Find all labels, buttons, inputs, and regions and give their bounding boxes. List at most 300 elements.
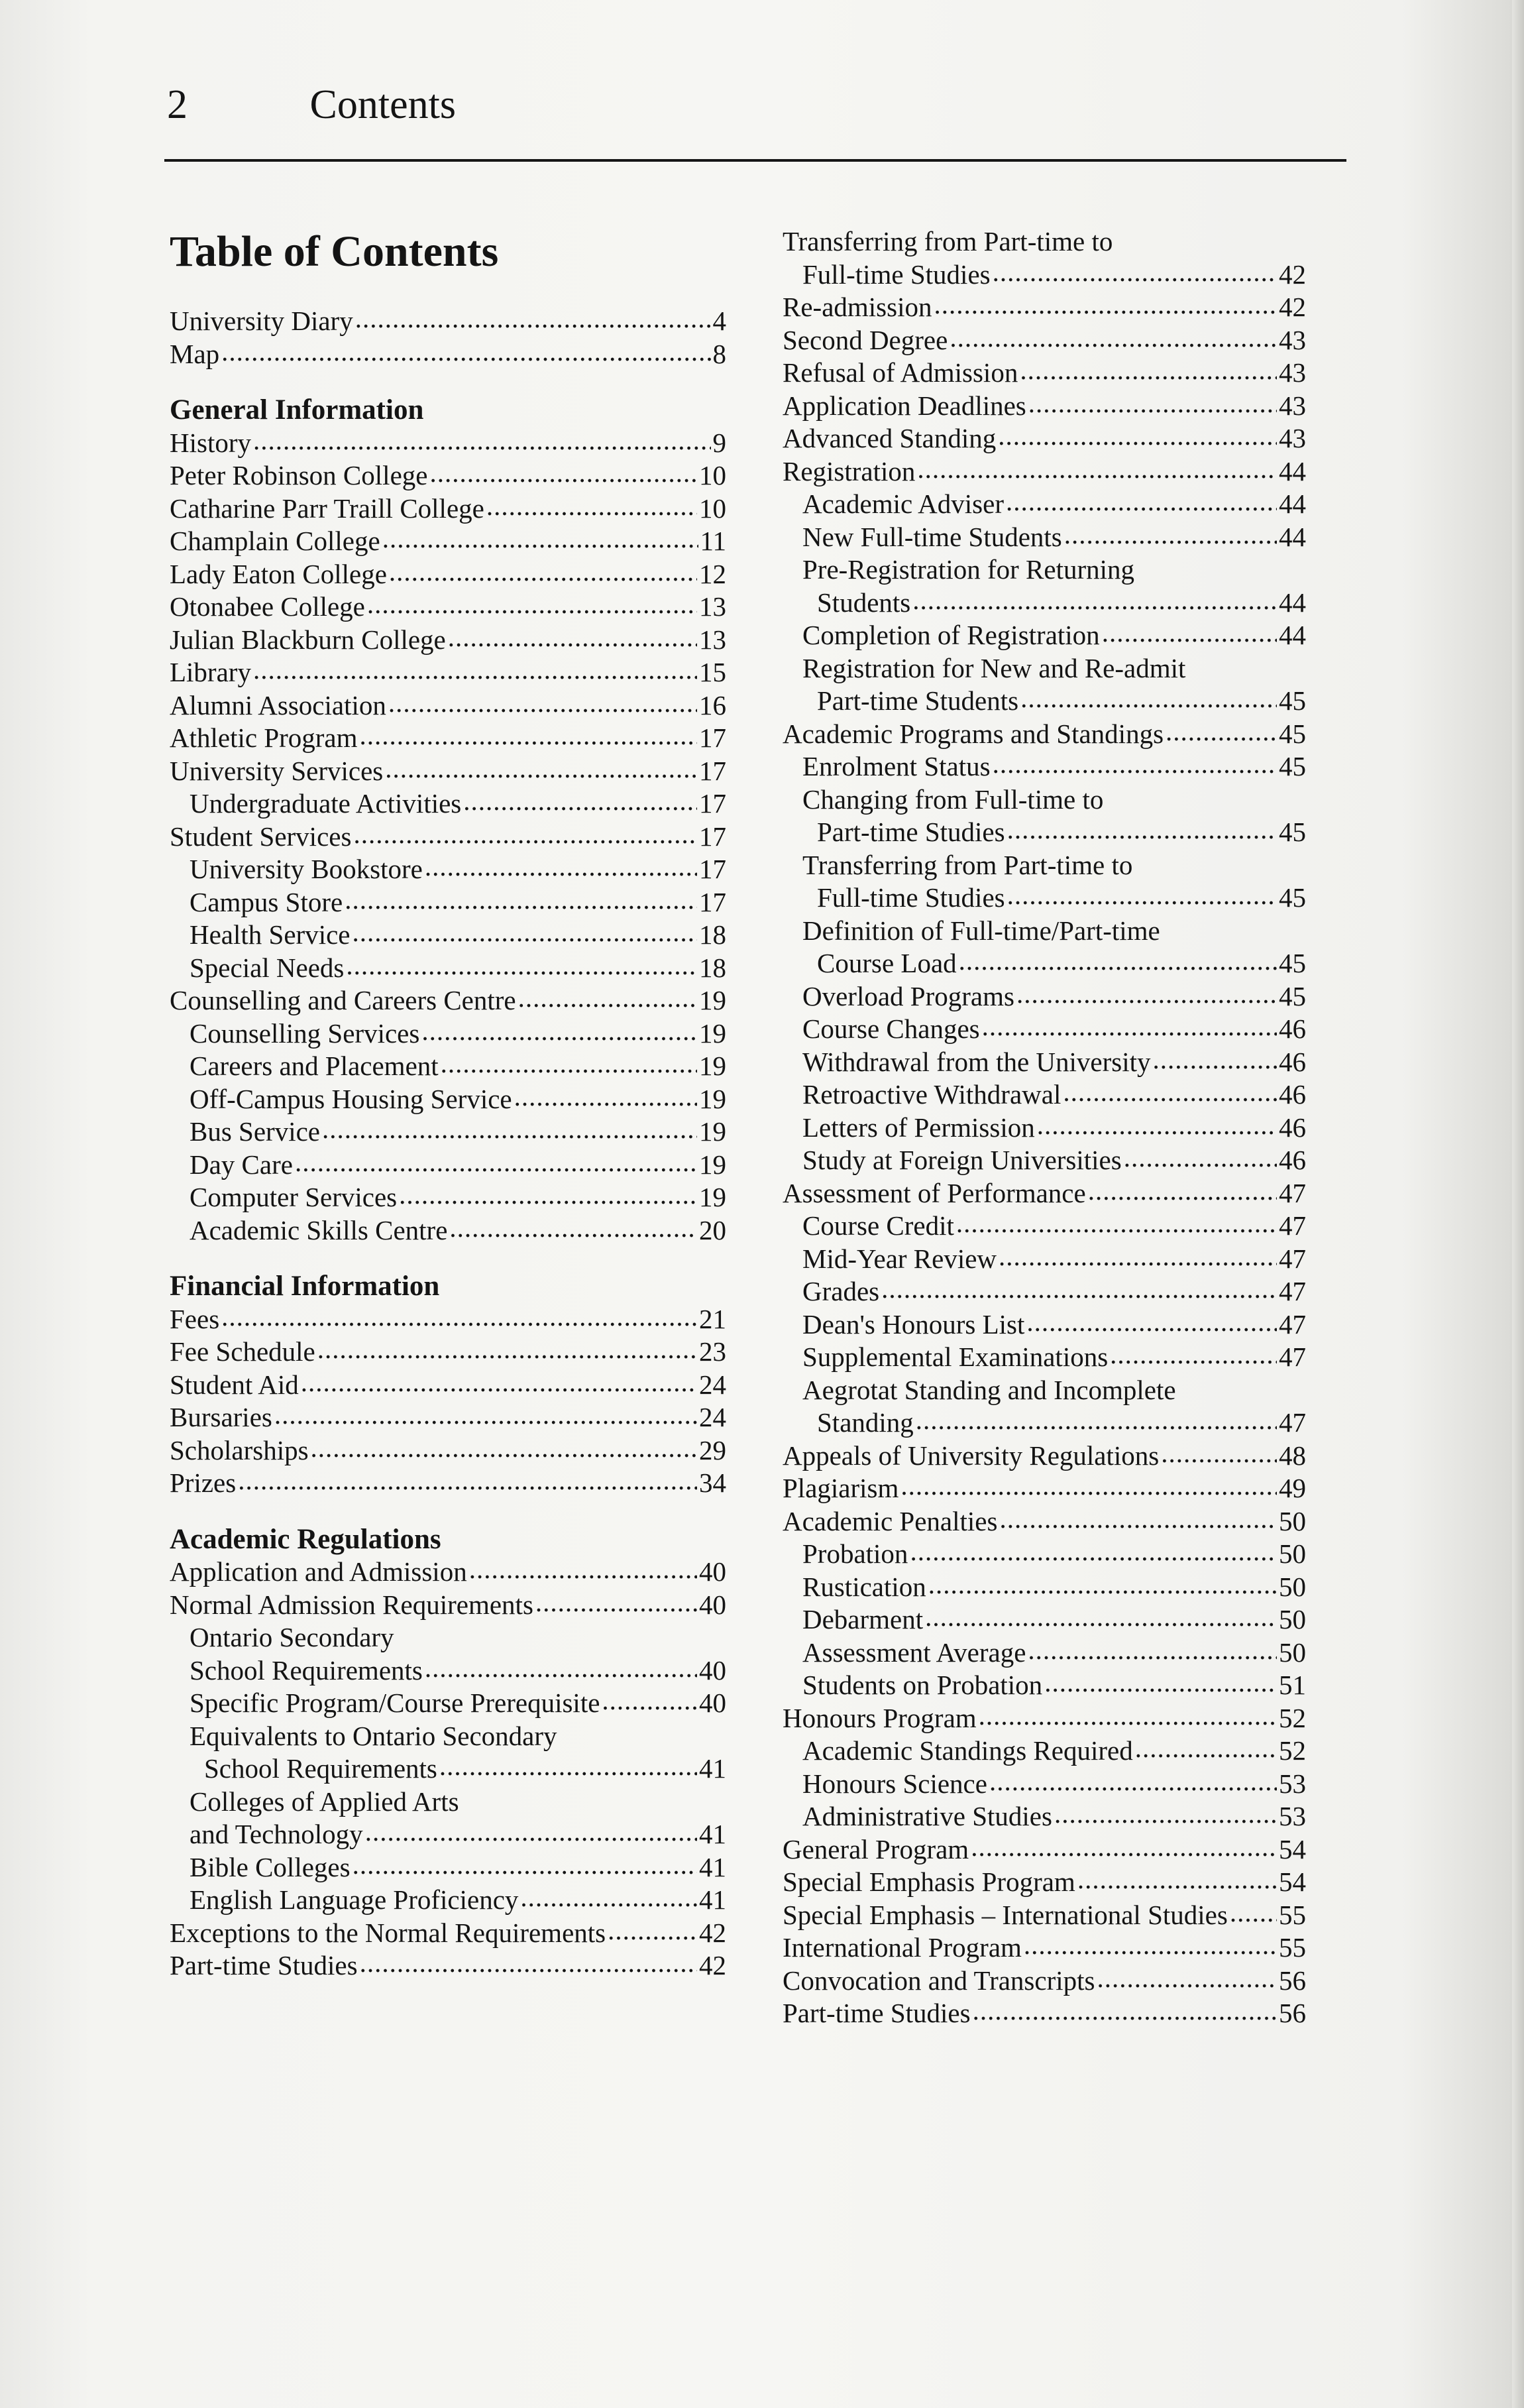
dot-leader [295, 1146, 697, 1179]
toc-entry-label: Supplemental Examinations [802, 1342, 1109, 1372]
dot-leader [1020, 354, 1277, 387]
toc-entry [170, 886, 726, 919]
toc-entry [783, 291, 1306, 324]
dot-leader [1088, 1175, 1277, 1208]
toc-entry [170, 984, 726, 1017]
toc-entry [783, 1177, 1306, 1210]
toc-entry-label: Grades [802, 1276, 880, 1306]
dot-leader [399, 1178, 697, 1212]
toc-entry-label: Refusal of Admission [783, 357, 1018, 388]
toc-entry [170, 689, 726, 722]
toc-entry-page: 47 [1279, 1210, 1306, 1241]
toc-entry-label: Computer Services [190, 1182, 398, 1212]
toc-entry-label: Peter Robinson College [170, 460, 428, 490]
toc-entry-page: 13 [699, 624, 726, 655]
toc-entry-page: 42 [1279, 258, 1306, 290]
toc-entry-label: Exceptions to the Normal Requirements [170, 1917, 606, 1948]
toc-entry [783, 980, 1306, 1013]
toc-entry [783, 718, 1306, 751]
toc-entry-label: Scholarships [170, 1434, 309, 1465]
toc-entry-page: 13 [699, 591, 726, 622]
toc-entry-label: International Program [783, 1932, 1022, 1963]
toc-right-column [783, 225, 1306, 2030]
dot-leader [360, 1947, 697, 1980]
toc-entry-label: Special Emphasis – International Studies [783, 1899, 1228, 1930]
dot-leader [463, 785, 697, 818]
toc-entry [170, 1083, 726, 1116]
toc-entry [170, 1917, 726, 1950]
toc-entry [170, 624, 726, 657]
dot-leader [917, 453, 1277, 486]
toc-entry-text: Ontario Secondary [190, 1622, 394, 1652]
toc-entry [783, 882, 1306, 915]
toc-entry-label: Part-time Studies [817, 817, 1005, 847]
dot-leader [1166, 715, 1277, 748]
toc-entry-page: 43 [1279, 423, 1306, 453]
toc-entry [783, 488, 1306, 521]
toc-entry-page: 50 [1279, 1604, 1306, 1634]
dot-leader [514, 1080, 697, 1114]
toc-entry-page: 56 [1279, 1965, 1306, 1996]
toc-entry-page: 45 [1279, 817, 1306, 847]
toc-entry [170, 1149, 726, 1182]
toc-entry-page: 45 [1279, 882, 1306, 913]
dot-leader [301, 1366, 697, 1399]
toc-entry-page: 18 [699, 952, 726, 983]
dot-leader [486, 490, 697, 523]
dot-leader [311, 1432, 697, 1465]
toc-entry [170, 427, 726, 460]
toc-entry-label: Off-Campus Housing Service [190, 1083, 512, 1114]
dot-leader [352, 916, 697, 949]
toc-entry-label: Day Care [190, 1149, 293, 1180]
toc-entry-label: Course Credit [802, 1210, 954, 1241]
toc-entry-label: Full-time Studies [817, 882, 1005, 913]
page-edge-shadow [1512, 0, 1524, 2408]
toc-entry-label: Assessment Average [802, 1636, 1026, 1668]
toc-entry [783, 1636, 1306, 1670]
toc-entry-page: 29 [699, 1434, 726, 1465]
toc-entry [170, 492, 726, 526]
toc-entry-label: Map [170, 338, 220, 369]
toc-entry [783, 1931, 1306, 1965]
toc-entry-label: Part-time Students [817, 685, 1019, 716]
toc-entry-label: Re-admission [783, 292, 932, 322]
toc-entry-label: Full-time Studies [802, 258, 991, 290]
dot-leader [979, 1699, 1277, 1733]
section-heading: Academic Regulations [170, 1523, 441, 1555]
toc-entry-text: Colleges of Applied Arts [190, 1786, 459, 1817]
dot-leader [382, 522, 698, 555]
toc-entry-label: Catharine Parr Traill College [170, 492, 484, 524]
toc-entry-page: 46 [1279, 1079, 1306, 1110]
dot-leader [934, 288, 1277, 321]
toc-entry-page: 40 [699, 1556, 726, 1587]
toc-entry-page: 15 [699, 657, 726, 687]
header-rule [164, 159, 1346, 162]
toc-entry-page: 50 [1279, 1636, 1306, 1668]
toc-entry-page: 41 [699, 1753, 726, 1784]
toc-entry-label: Study at Foreign Universities [802, 1145, 1122, 1175]
toc-entry [170, 1949, 726, 1982]
toc-entry-page: 11 [700, 526, 726, 556]
dot-leader [322, 1113, 697, 1146]
toc-entry [170, 1336, 726, 1369]
toc-entry-label: Honours Program [783, 1702, 977, 1733]
toc-entry-page: 46 [1279, 1013, 1306, 1044]
dot-leader [1063, 1076, 1277, 1109]
toc-entry-label: Debarment [802, 1604, 924, 1634]
toc-entry [170, 1752, 726, 1786]
toc-entry [170, 1687, 726, 1720]
toc-entry-page: 19 [699, 1083, 726, 1114]
toc-entry [783, 1866, 1306, 1899]
dot-leader [1153, 1043, 1277, 1076]
dot-leader [1161, 1437, 1277, 1470]
toc-entry-label: English Language Proficiency [190, 1884, 519, 1915]
dot-leader [1054, 1798, 1277, 1831]
toc-entry [783, 587, 1306, 620]
toc-entry-page: 43 [1279, 357, 1306, 388]
dot-leader [993, 256, 1277, 289]
toc-entry-page: 19 [699, 1149, 726, 1180]
toc-entry-page: 19 [699, 1116, 726, 1147]
toc-entry-page: 53 [1279, 1801, 1306, 1831]
dot-leader [345, 884, 697, 917]
toc-entry-label: Alumni Association [170, 689, 386, 720]
dot-leader [1102, 616, 1277, 650]
toc-entry-label: Counselling and Careers Centre [170, 985, 516, 1015]
toc-entry-page: 40 [699, 1688, 726, 1718]
toc-entry-page: 52 [1279, 1702, 1306, 1733]
toc-entry-page: 24 [699, 1369, 726, 1400]
toc-entry [783, 619, 1306, 652]
toc-entry-label: Appeals of University Regulations [783, 1440, 1160, 1471]
toc-entry [783, 422, 1306, 455]
toc-entry-label: Athletic Program [170, 722, 358, 753]
dot-leader [535, 1586, 697, 1619]
toc-entry [170, 1303, 726, 1336]
toc-entry-page: 9 [712, 427, 726, 458]
dot-leader [1026, 1306, 1277, 1339]
toc-entry-label: Prizes [170, 1467, 237, 1498]
toc-entry-page: 10 [699, 492, 726, 524]
toc-entry-label: Registration [783, 455, 916, 487]
toc-entry-page: 47 [1279, 1276, 1306, 1306]
dot-leader [253, 654, 697, 687]
toc-entry [170, 1556, 726, 1589]
toc-entry-page: 17 [699, 821, 726, 852]
toc-entry [170, 1017, 726, 1051]
toc-entry-text: Transferring from Part-time to [783, 226, 1113, 257]
dot-leader [360, 719, 697, 752]
dot-leader [950, 321, 1277, 355]
toc-entry-page: 44 [1279, 488, 1306, 519]
dot-leader [1007, 813, 1277, 846]
toc-entry-page: 50 [1279, 1505, 1306, 1536]
toc-entry-label: Champlain College [170, 526, 380, 556]
toc-entry-page: 19 [699, 1182, 726, 1212]
toc-entry [170, 1884, 726, 1917]
toc-entry-page: 42 [1279, 292, 1306, 322]
toc-entry [170, 755, 726, 788]
toc-entry [783, 1046, 1306, 1079]
page-number: 2 [167, 82, 188, 127]
toc-entry-label: Bursaries [170, 1402, 272, 1432]
section-heading: General Information [170, 394, 424, 426]
toc-entry-label: Lady Eaton College [170, 558, 387, 589]
dot-leader [956, 1207, 1277, 1240]
toc-entry-label: Academic Programs and Standings [783, 718, 1164, 749]
dot-leader [993, 748, 1277, 781]
toc-entry-label: Student Aid [170, 1369, 299, 1400]
toc-entry [783, 1833, 1306, 1866]
dot-leader [425, 1652, 697, 1685]
toc-entry-page: 46 [1279, 1145, 1306, 1175]
toc-entry-label: Administrative Studies [802, 1801, 1052, 1831]
toc-entry-page: 56 [1279, 1998, 1306, 2028]
toc-entry-label: Overload Programs [802, 980, 1014, 1011]
dot-leader [1077, 1863, 1277, 1896]
dot-leader [881, 1273, 1277, 1306]
dot-leader [1124, 1141, 1277, 1175]
running-header [167, 78, 456, 131]
toc-entry-label: Part-time Studies [783, 1998, 971, 2028]
dot-leader [602, 1684, 697, 1717]
toc-entry-label: Application and Admission [170, 1556, 467, 1587]
toc-entry [170, 1818, 726, 1851]
dot-leader [999, 1503, 1277, 1536]
dot-leader [355, 302, 711, 335]
dot-leader [353, 1849, 697, 1882]
dot-leader [1006, 485, 1277, 518]
toc-entry [170, 853, 726, 886]
toc-entry-page: 46 [1279, 1046, 1306, 1077]
toc-entry-page: 18 [699, 919, 726, 950]
toc-entry [783, 1800, 1306, 1833]
dot-leader [520, 1881, 697, 1914]
toc-entry-page: 19 [699, 985, 726, 1015]
toc-entry [783, 1768, 1306, 1801]
toc-entry-page: 45 [1279, 948, 1306, 978]
toc-entry [170, 525, 726, 558]
toc-entry-page: 50 [1279, 1538, 1306, 1569]
toc-entry-text: Registration for New and Re-admit [802, 652, 1186, 683]
toc-entry [783, 1669, 1306, 1702]
toc-entry [170, 305, 726, 338]
toc-entry-page: 17 [699, 788, 726, 819]
toc-entry-label: Specific Program/Course Prerequisite [190, 1688, 600, 1718]
toc-entry-label: Probation [802, 1538, 908, 1569]
toc-entry-label: Completion of Registration [802, 620, 1100, 650]
toc-entry [783, 1603, 1306, 1636]
toc-entry-page: 42 [699, 1950, 726, 1980]
dot-leader [1230, 1896, 1277, 1929]
toc-entry-page: 8 [712, 338, 726, 369]
dot-leader [353, 818, 697, 851]
dot-leader [469, 1553, 697, 1586]
toc-entry [170, 1654, 726, 1688]
toc-entry-label: Academic Penalties [783, 1505, 998, 1536]
dot-leader [274, 1399, 697, 1432]
dot-leader [910, 1535, 1277, 1568]
toc-entry [170, 1369, 726, 1402]
toc-entry-page: 4 [712, 306, 726, 336]
toc-entry [170, 459, 726, 492]
dot-leader [608, 1914, 697, 1947]
toc-entry-label: Retroactive Withdrawal [802, 1079, 1061, 1110]
toc-entry [170, 338, 726, 371]
dot-leader [1064, 518, 1277, 551]
toc-entry-page: 41 [699, 1851, 726, 1882]
toc-entry [783, 1505, 1306, 1538]
dot-leader [989, 1765, 1277, 1798]
toc-entry-label: Student Services [170, 821, 352, 852]
toc-entry [783, 685, 1306, 718]
toc-entry-label: Part-time Studies [170, 1950, 358, 1980]
toc-entry-page: 44 [1279, 587, 1306, 618]
toc-entry-page: 41 [699, 1819, 726, 1849]
dot-leader [982, 1010, 1277, 1043]
dot-leader [441, 1047, 697, 1080]
toc-entry-label: Course Load [817, 948, 957, 978]
toc-entry-page: 12 [699, 558, 726, 589]
toc-entry-page: 34 [699, 1467, 726, 1498]
toc-entry [170, 952, 726, 985]
toc-entry-page: 17 [699, 755, 726, 786]
toc-entry [783, 1735, 1306, 1768]
toc-entry-label: Health Service [190, 919, 351, 950]
toc-entry [783, 1702, 1306, 1735]
toc-entry-label: Bus Service [190, 1116, 320, 1147]
toc-entry-label: Otonabee College [170, 591, 365, 622]
toc-entry [170, 1589, 726, 1622]
toc-entry-page: 10 [699, 460, 726, 490]
toc-left-column [170, 219, 726, 1982]
toc-entry-label: Fee Schedule [170, 1336, 315, 1367]
dot-leader [221, 1300, 697, 1334]
dot-leader [998, 420, 1277, 453]
dot-leader [1037, 1109, 1277, 1142]
toc-entry-label: Course Changes [802, 1013, 980, 1044]
dot-leader [439, 1750, 697, 1783]
dot-leader [1028, 387, 1277, 420]
toc-entry [783, 1571, 1306, 1604]
toc-entry [783, 1997, 1306, 2030]
toc-entry [783, 357, 1306, 390]
toc-entry-label: Mid-Year Review [802, 1243, 997, 1274]
toc-entry-text: Equivalents to Ontario Secondary [190, 1720, 557, 1751]
toc-entry-label: Academic Adviser [802, 488, 1004, 519]
dot-leader [449, 1212, 697, 1245]
toc-entry [170, 821, 726, 854]
toc-entry-label: Special Emphasis Program [783, 1866, 1075, 1897]
toc-entry-label: Academic Skills Centre [190, 1214, 448, 1245]
toc-entry-label: General Program [783, 1833, 969, 1864]
toc-entry-label: Special Needs [190, 952, 345, 983]
toc-entry [783, 1013, 1306, 1046]
toc-entry-label: Application Deadlines [783, 390, 1026, 421]
toc-entry [783, 258, 1306, 292]
toc-entry-page: 48 [1279, 1440, 1306, 1471]
toc-entry [783, 1899, 1306, 1932]
dot-leader [1110, 1338, 1277, 1371]
toc-entry-page: 17 [699, 886, 726, 917]
dot-leader [389, 555, 697, 589]
toc-entry-page: 50 [1279, 1571, 1306, 1602]
toc-entry [783, 1144, 1306, 1177]
toc-entry [170, 1467, 726, 1500]
toc-entry-label: University Diary [170, 306, 353, 336]
dot-leader [1028, 1634, 1277, 1667]
toc-entry [170, 919, 726, 952]
toc-entry [783, 1965, 1306, 1998]
toc-entry-label: University Bookstore [190, 854, 423, 884]
toc-entry-label: Standing [817, 1407, 914, 1438]
toc-entry-label: Careers and Placement [190, 1051, 439, 1081]
toc-entry-page: 23 [699, 1336, 726, 1367]
toc-entry-label: Assessment of Performance [783, 1177, 1086, 1208]
toc-entry-page: 40 [699, 1589, 726, 1620]
toc-entry-label: New Full-time Students [802, 521, 1062, 552]
toc-entry-page: 55 [1279, 1932, 1306, 1963]
toc-entry-label: Letters of Permission [802, 1112, 1035, 1143]
dot-leader [385, 752, 697, 785]
toc-entry-page: 44 [1279, 620, 1306, 650]
toc-entry-page: 42 [699, 1917, 726, 1948]
toc-entry-page: 53 [1279, 1768, 1306, 1799]
toc-entry-label: Normal Admission Requirements [170, 1589, 533, 1620]
toc-entry [170, 1434, 726, 1467]
toc-entry-label: Convocation and Transcripts [783, 1965, 1095, 1996]
dot-leader [429, 457, 697, 490]
toc-entry [170, 1401, 726, 1434]
toc-entry-page: 43 [1279, 390, 1306, 421]
toc-entry-label: Academic Standings Required [802, 1735, 1133, 1766]
toc-entry [783, 750, 1306, 783]
toc-entry [170, 1181, 726, 1214]
toc-entry [170, 656, 726, 689]
toc-entry-page: 49 [1279, 1473, 1306, 1503]
toc-entry-page: 45 [1279, 685, 1306, 716]
toc-entry-label: Campus Store [190, 886, 343, 917]
dot-leader [448, 621, 697, 654]
toc-entry-page: 46 [1279, 1112, 1306, 1143]
dot-leader [388, 687, 697, 720]
dot-leader [1016, 978, 1277, 1011]
toc-entry-page: 54 [1279, 1866, 1306, 1897]
toc-entry [783, 1210, 1306, 1243]
toc-entry-page: 52 [1279, 1735, 1306, 1766]
dot-leader [912, 584, 1277, 617]
dot-leader [916, 1404, 1277, 1437]
toc-entry [783, 1275, 1306, 1308]
dot-leader [1007, 879, 1277, 912]
toc-entry-label: Library [170, 657, 251, 687]
toc-entry-label: Students on Probation [802, 1670, 1043, 1700]
toc-entry-page: 24 [699, 1402, 726, 1432]
dot-leader [900, 1469, 1277, 1503]
toc-entry-page: 41 [699, 1884, 726, 1915]
toc-entry [170, 722, 726, 755]
toc-entry-page: 44 [1279, 455, 1306, 487]
toc-entry-page: 47 [1279, 1342, 1306, 1372]
toc-entry-page: 47 [1279, 1407, 1306, 1438]
toc-entry-label: Rustication [802, 1571, 926, 1602]
toc-entry [783, 390, 1306, 423]
toc-entry [783, 324, 1306, 357]
toc-entry-label: Undergraduate Activities [190, 788, 462, 819]
